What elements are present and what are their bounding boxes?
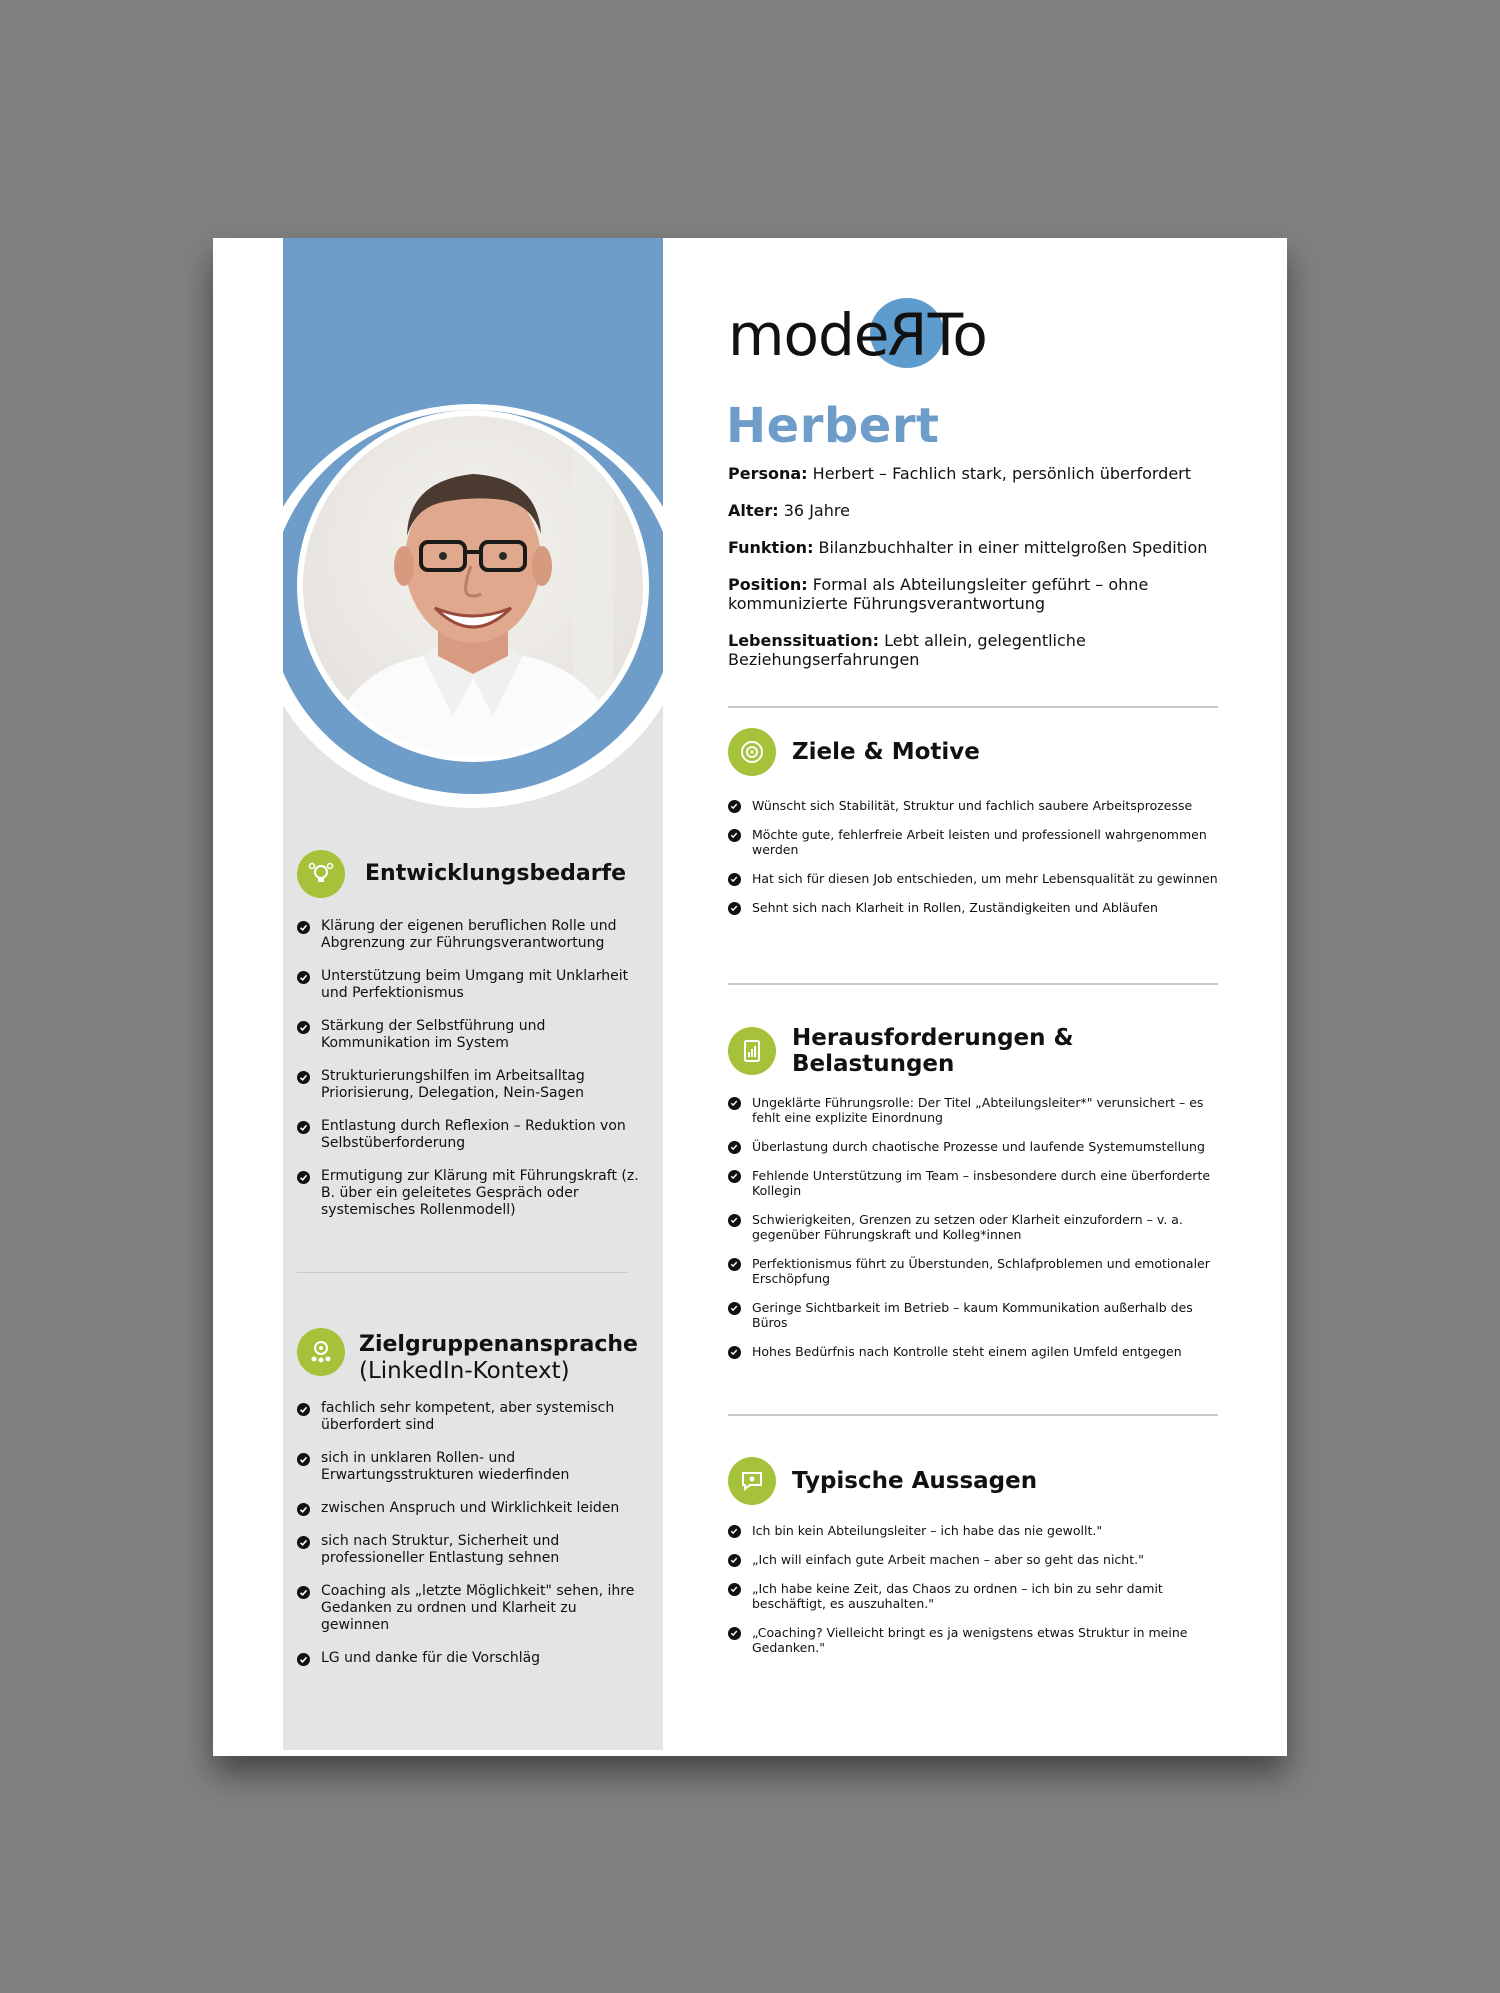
list-item: „Coaching? Vielleicht bringt es ja wenigstens etwas Struktur in meine Gedanken."	[728, 1625, 1228, 1655]
entwicklung-list	[297, 918, 649, 1219]
check-icon	[728, 1583, 741, 1596]
divider	[728, 983, 1218, 985]
list-item: Sehnt sich nach Klarheit in Rollen, Zuständigkeiten und Abläufen	[728, 900, 1228, 915]
check-icon	[297, 921, 310, 934]
check-icon	[728, 1214, 741, 1227]
check-icon	[297, 1453, 310, 1466]
section-typische-aussagen	[728, 1457, 1228, 1669]
section-title: Typische Aussagen	[792, 1468, 1038, 1494]
list-item: „Ich will einfach gute Arbeit machen – aber so geht das nicht."	[728, 1552, 1228, 1567]
list-item: Strukturierungshilfen im Arbeitsalltag Priorisierung, Delegation, Nein-Sagen	[297, 1068, 649, 1102]
portrait-photo	[303, 416, 643, 756]
check-icon	[728, 1627, 741, 1640]
list-item: sich in unklaren Rollen- und Erwartungsstrukturen wiederfinden	[297, 1450, 649, 1484]
check-icon	[728, 1346, 741, 1359]
section-title: Ziele & Motive	[792, 739, 980, 765]
list-item: Ich bin kein Abteilungsleiter – ich habe das nie gewollt."	[728, 1523, 1228, 1538]
check-icon	[728, 902, 741, 915]
speech-gear-icon	[728, 1457, 776, 1505]
list-item: Unterstützung beim Umgang mit Unklarheit und Perfektionismus	[297, 968, 649, 1002]
list-item: sich nach Struktur, Sicherheit und professioneller Entlastung sehnen	[297, 1533, 649, 1567]
section-herausforderungen	[728, 1025, 1228, 1373]
check-icon	[297, 1121, 310, 1134]
document-chart-icon	[728, 1027, 776, 1075]
check-icon	[728, 1302, 741, 1315]
lightbulb-gears-icon	[297, 850, 345, 898]
list-item: Schwierigkeiten, Grenzen zu setzen oder Klarheit einzufordern – v. a. gegenüber Führungskraft und Kolleg*innen	[728, 1212, 1228, 1242]
section-title: Entwicklungsbedarfe	[365, 860, 627, 886]
list-item: Geringe Sichtbarkeit im Betrieb – kaum Kommunikation außerhalb des Büros	[728, 1300, 1228, 1330]
list-item: Möchte gute, fehlerfreie Arbeit leisten und professionell wahrgenommen werden	[728, 827, 1228, 857]
check-icon	[297, 1021, 310, 1034]
moderto-logo: modeRTo	[728, 298, 1028, 368]
persona-facts	[728, 464, 1228, 687]
target-icon	[728, 728, 776, 776]
ziele-list	[728, 798, 1228, 915]
list-item: Hat sich für diesen Job entschieden, um mehr Lebensqualität zu gewinnen	[728, 871, 1228, 886]
check-icon	[297, 1071, 310, 1084]
persona-sheet	[213, 238, 1287, 1756]
check-icon	[297, 1171, 310, 1184]
target-group-icon	[297, 1328, 345, 1376]
check-icon	[728, 829, 741, 842]
check-icon	[297, 1536, 310, 1549]
list-item: Ermutigung zur Klärung mit Führungskraft (z. B. über ein geleitetes Gespräch oder systemisches Rollenmodell)	[297, 1168, 649, 1219]
divider	[728, 706, 1218, 708]
check-icon	[297, 1403, 310, 1416]
list-item: Stärkung der Selbstführung und Kommunikation im System	[297, 1018, 649, 1052]
persona-name: Herbert	[726, 398, 940, 454]
list-item: Coaching als „letzte Möglichkeit" sehen, ihre Gedanken zu ordnen und Klarheit zu gewinnen	[297, 1583, 649, 1634]
check-icon	[728, 1170, 741, 1183]
divider	[728, 1414, 1218, 1416]
list-item: Überlastung durch chaotische Prozesse und laufende Systemumstellung	[728, 1139, 1228, 1154]
sidebar	[283, 238, 663, 1750]
fact-funktion: Funktion: Bilanzbuchhalter in einer mittelgroßen Spedition	[728, 538, 1208, 557]
list-item: Fehlende Unterstützung im Team – insbesondere durch eine überforderte Kollegin	[728, 1168, 1228, 1198]
fact-persona: Persona: Herbert – Fachlich stark, persönlich überfordert	[728, 464, 1192, 483]
section-entwicklungsbedarfe	[297, 850, 649, 1235]
divider	[297, 1272, 627, 1273]
check-icon	[297, 971, 310, 984]
fact-position: Position: Formal als Abteilungsleiter geführt – ohne kommunizierte Führungsverantwortung	[728, 575, 1149, 613]
section-ziele-motive	[728, 728, 1228, 929]
check-icon	[728, 1097, 741, 1110]
check-icon	[297, 1586, 310, 1599]
check-icon	[728, 1141, 741, 1154]
check-icon	[728, 1525, 741, 1538]
check-icon	[728, 1258, 741, 1271]
list-item: zwischen Anspruch und Wirklichkeit leiden	[297, 1500, 649, 1517]
check-icon	[297, 1653, 310, 1666]
list-item: „Ich habe keine Zeit, das Chaos zu ordnen – ich bin zu sehr damit beschäftigt, es auszuhalten."	[728, 1581, 1228, 1611]
list-item: Hohes Bedürfnis nach Kontrolle steht einem agilen Umfeld entgegen	[728, 1344, 1228, 1359]
list-item: Entlastung durch Reflexion – Reduktion von Selbstüberforderung	[297, 1118, 649, 1152]
list-item: Ungeklärte Führungsrolle: Der Titel „Abteilungsleiter*" verunsichert – es fehlt eine explizite Einordnung	[728, 1095, 1228, 1125]
section-title: Herausforderungen & Belastungen	[792, 1025, 1074, 1077]
section-title: Zielgruppenansprache	[359, 1332, 638, 1357]
herausforderungen-list	[728, 1095, 1228, 1359]
check-icon	[297, 1503, 310, 1516]
check-icon	[728, 1554, 741, 1567]
list-item: LG und danke für die Vorschläg	[297, 1650, 649, 1667]
list-item: fachlich sehr kompetent, aber systemisch überfordert sind	[297, 1400, 649, 1434]
list-item: Klärung der eigenen beruflichen Rolle und Abgrenzung zur Führungsverantwortung	[297, 918, 649, 952]
section-subtitle: (LinkedIn-Kontext)	[359, 1358, 570, 1385]
list-item: Wünscht sich Stabilität, Struktur und fachlich saubere Arbeitsprozesse	[728, 798, 1228, 813]
check-icon	[728, 873, 741, 886]
check-icon	[728, 800, 741, 813]
section-zielgruppenansprache	[297, 1318, 649, 1683]
fact-alter: Alter: 36 Jahre	[728, 501, 850, 520]
aussagen-list	[728, 1523, 1228, 1655]
fact-lebenssituation: Lebenssituation: Lebt allein, gelegentliche Beziehungserfahrungen	[728, 631, 1086, 669]
zielgruppe-list	[297, 1400, 649, 1667]
list-item: Perfektionismus führt zu Überstunden, Schlafproblemen und emotionaler Erschöpfung	[728, 1256, 1228, 1286]
